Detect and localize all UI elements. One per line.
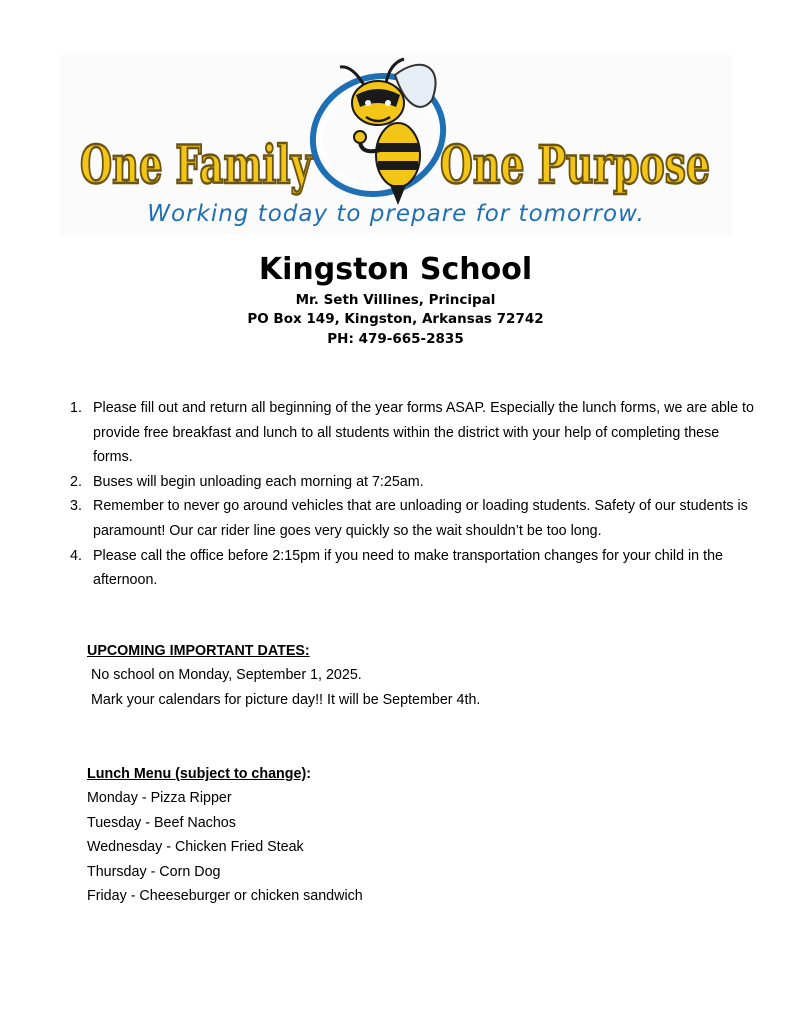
menu-item: Friday - Cheeseburger or chicken sandwich	[87, 888, 363, 904]
principal-line: Mr. Seth Villines, Principal	[295, 292, 496, 308]
list-item	[70, 396, 760, 470]
lunch-heading	[87, 766, 311, 782]
header-banner	[60, 55, 732, 235]
item-text: Please fill out and return all beginning of the year forms ASAP. Especially the lunch forms, we are able to provide free breakfast and lunch to all students within the district with your help of completing these forms.	[93, 400, 754, 466]
dates-heading: UPCOMING IMPORTANT DATES:	[87, 643, 310, 659]
item-number: 2.	[70, 473, 82, 490]
menu-item: Wednesday - Chicken Fried Steak	[87, 839, 304, 855]
item-number: 1.	[70, 400, 82, 416]
item-number: 3.	[70, 498, 82, 515]
list-item	[70, 494, 760, 543]
lunch-heading-colon: :	[306, 766, 311, 782]
banner-left-words: One Family	[80, 135, 314, 196]
menu-item: Tuesday - Beef Nachos	[87, 815, 236, 831]
menu-item: Monday - Pizza Ripper	[87, 790, 232, 806]
lunch-heading-text: Lunch Menu (subject to change)	[87, 766, 307, 782]
menu-item: Thursday - Corn Dog	[87, 864, 221, 880]
hornet-mascot-icon	[296, 58, 460, 212]
item-number: 4.	[70, 547, 82, 564]
banner-right-words: One Purpose	[440, 135, 710, 196]
date-item: Mark your calendars for picture day!! It will be September 4th.	[91, 692, 481, 708]
item-text: Remember to never go around vehicles that are unloading or loading students. Safety of our students is paramount! Our car rider line goes very quickly so the wait shouldn’t be too long.	[93, 498, 748, 539]
address-line: PO Box 149, Kingston, Arkansas 72742	[247, 311, 544, 327]
phone-line: PH: 479-665-2835	[327, 331, 464, 347]
item-text: Buses will begin unloading each morning at 7:25am.	[93, 473, 424, 490]
school-name: Kingston School	[258, 252, 533, 287]
announcement-list	[70, 396, 760, 593]
banner-slogan: Working today to prepare for tomorrow.	[147, 201, 645, 227]
list-item	[70, 470, 760, 495]
item-text: Please call the office before 2:15pm if you need to make transportation changes for your child in the afternoon.	[93, 547, 723, 589]
date-item: No school on Monday, September 1, 2025.	[91, 667, 362, 683]
list-item	[70, 544, 760, 593]
